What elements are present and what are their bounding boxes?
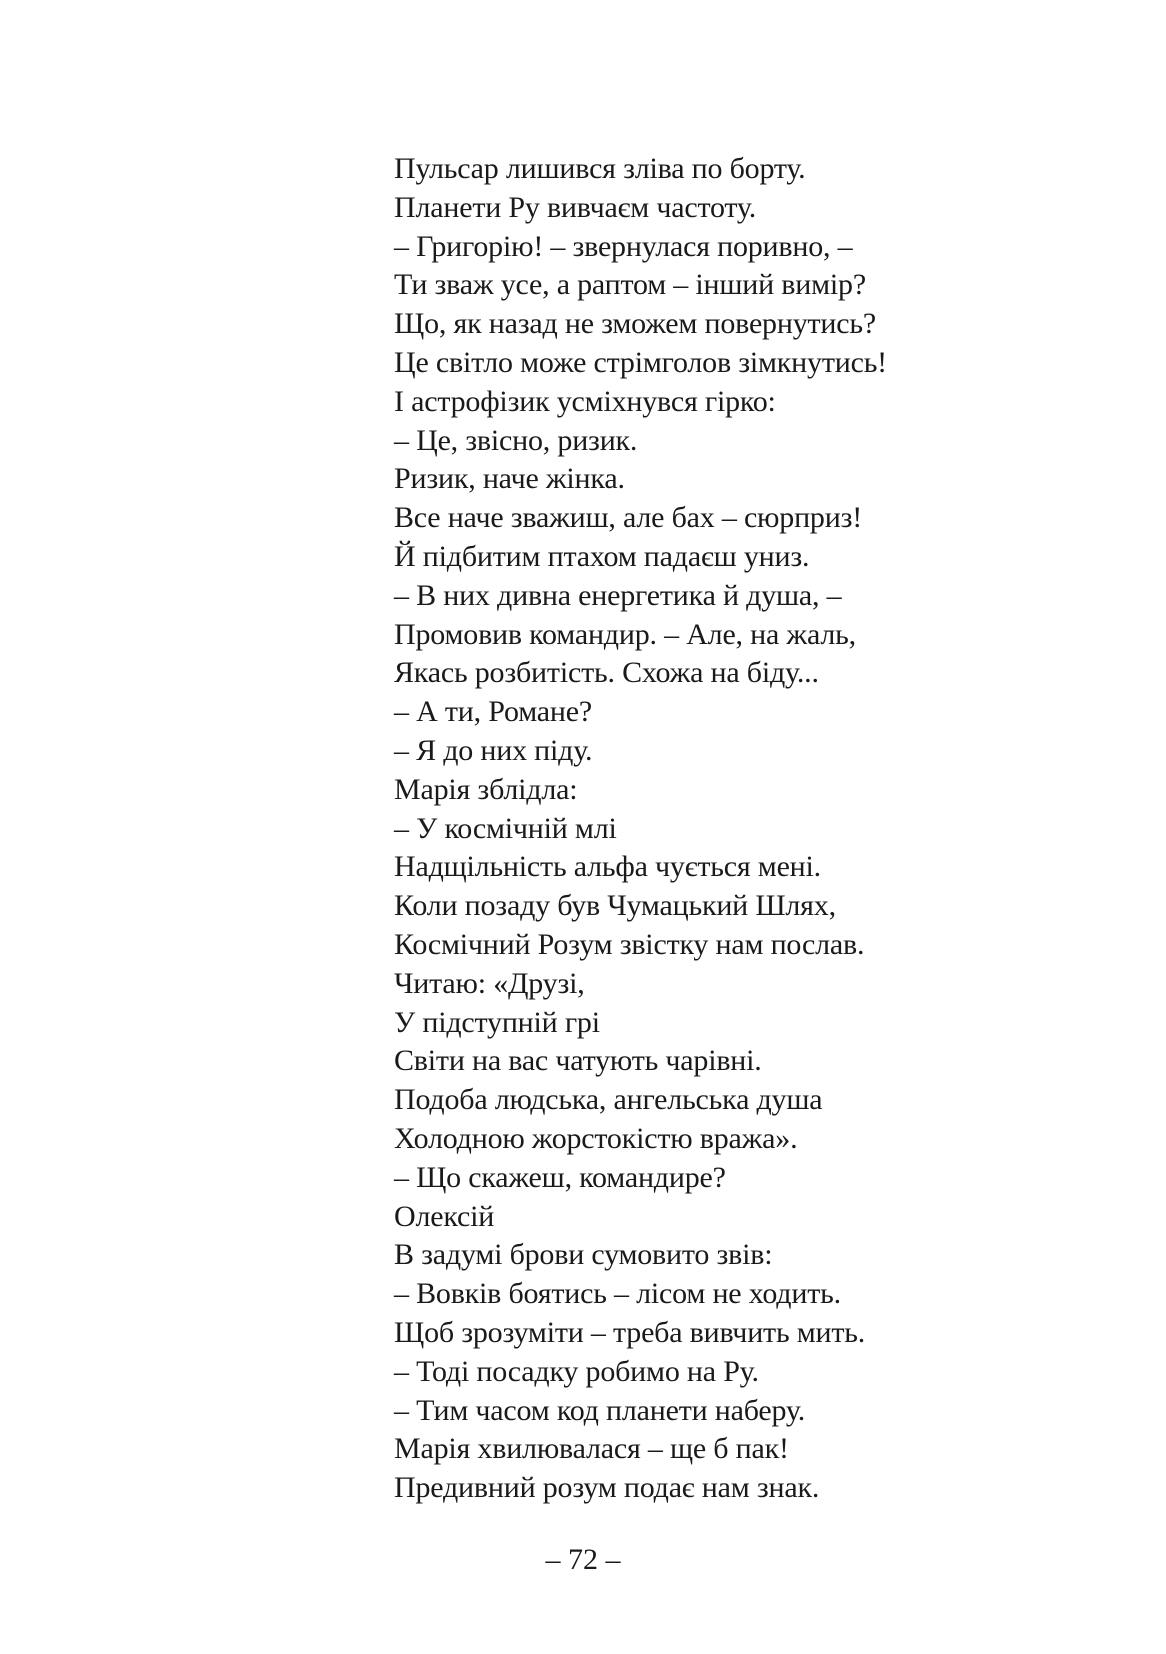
poem-line: Й підбитим птахом падаєш униз.: [394, 539, 810, 573]
poem-line: Ризик, наче жінка.: [394, 462, 625, 496]
poem-text: [394, 150, 1114, 1508]
poem-line: Планети Ру вивчаєм частоту.: [394, 190, 757, 224]
poem-line: – Григорію! – звернулася поривно, –: [394, 229, 853, 263]
poem-line: Марія хвилювалася – ще б пак!: [394, 1432, 789, 1466]
poem-line: Надщільність альфа чується мені.: [394, 850, 821, 884]
poem-line: – Це, звісно, ризик.: [394, 423, 638, 457]
poem-line: У підступній грі: [394, 1005, 600, 1039]
poem-line: Подоба людська, ангельська душа: [394, 1083, 823, 1117]
poem-line: – А ти, Романе?: [394, 695, 592, 729]
poem-line: – Вовків боятись – лісом не ходить.: [394, 1277, 841, 1311]
poem-line: Читаю: «Друзі,: [394, 966, 585, 1000]
poem-line: Щоб зрозуміти – треба вивчить мить.: [394, 1315, 866, 1349]
page-number: – 72 –: [545, 1543, 621, 1576]
poem-line: Пульсар лишився зліва по борту.: [394, 152, 806, 185]
poem-line: – Тим часом код планети наберу.: [394, 1393, 806, 1427]
poem-line: – В них дивна енергетика й душа, –: [394, 578, 842, 612]
poem-line: Якась розбитість. Схожа на біду...: [394, 656, 819, 690]
poem-line: – У космічній млі: [394, 811, 617, 845]
poem-line: – Що скажеш, командире?: [394, 1160, 726, 1194]
poem-line: Все наче зважиш, але бах – сюрприз!: [394, 501, 863, 535]
poem-line: Олексій: [394, 1199, 495, 1233]
poem-line: Ти зваж усе, а раптом – інший вимір?: [394, 268, 866, 302]
poem-line: Світи на вас чатують чарівні.: [394, 1044, 762, 1078]
poem-line: І астрофізик усміхнувся гірко:: [394, 384, 776, 418]
poem-line: – Тоді посадку робимо на Ру.: [394, 1354, 759, 1388]
poem-line: – Я до них піду.: [394, 733, 593, 767]
poem-line: Це світло може стрімголов зімкнутись!: [394, 345, 887, 379]
poem-line: Космічний Розум звістку нам послав.: [394, 927, 865, 961]
poem-line: Холодною жорстокістю вража».: [394, 1121, 798, 1155]
poem-line: Коли позаду був Чумацький Шлях,: [394, 889, 836, 923]
poem-line: В задумі брови сумовито звів:: [394, 1238, 773, 1272]
poem-line: Марія зблідла:: [394, 772, 578, 806]
poem-line: Промовив командир. – Але, на жаль,: [394, 617, 856, 651]
poem-line: Що, як назад не зможем повернутись?: [394, 307, 876, 341]
poem-line: Предивний розум подає нам знак.: [394, 1471, 820, 1505]
